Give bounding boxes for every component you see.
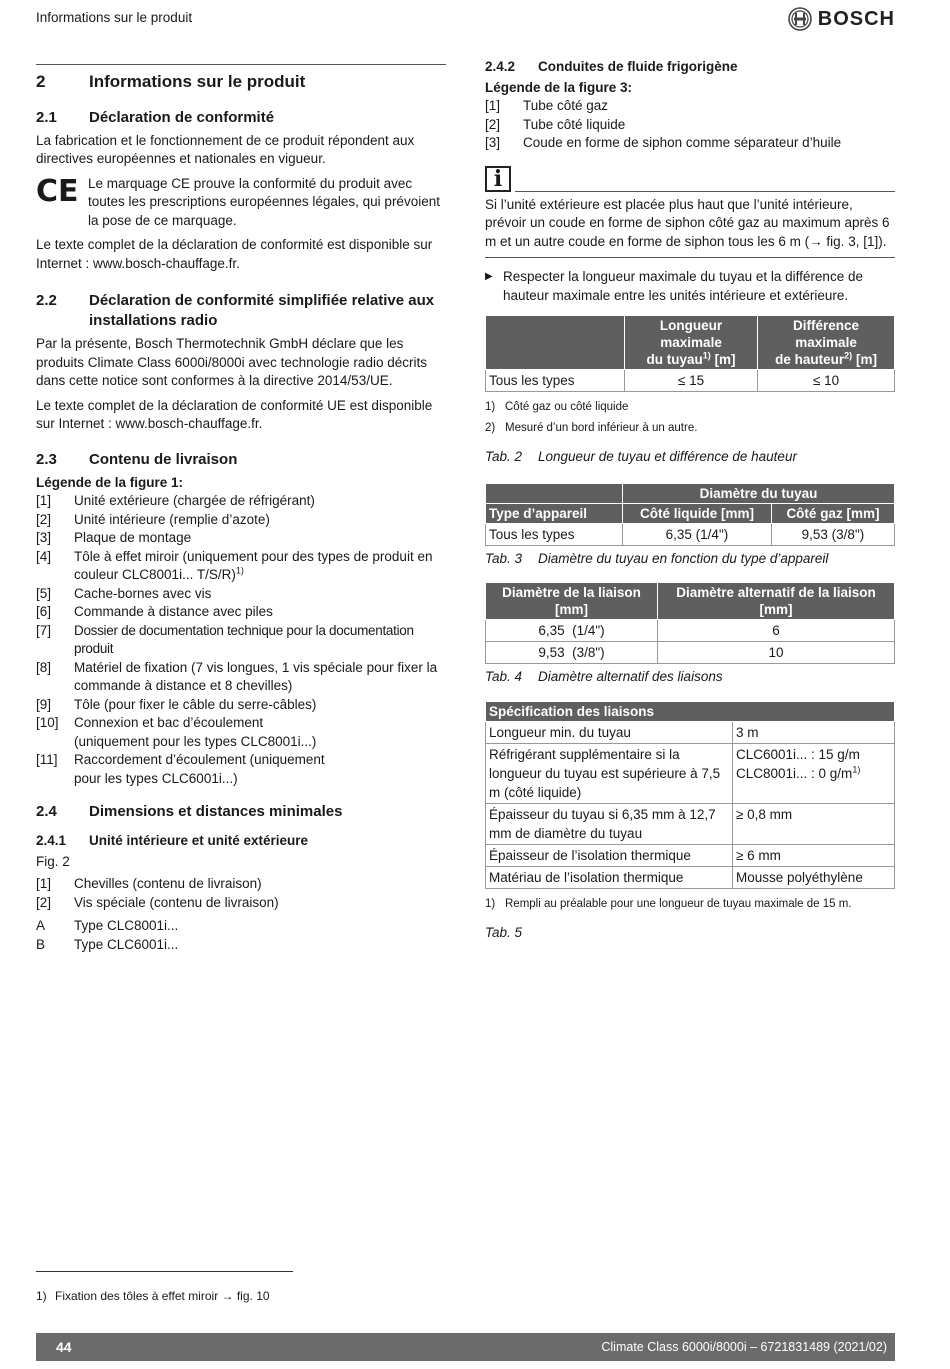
list-item: B Type CLC6001i...	[36, 936, 179, 952]
section-2-2-heading: 2.2 Déclaration de conformité simplifiée relative aux installations radio	[36, 292, 435, 329]
table-note: 2) Mesuré d’un bord inférieur à un autre.	[485, 422, 698, 434]
column-header: Type d’appareil	[486, 503, 623, 523]
info-icon: i	[485, 166, 511, 192]
table-row: Tous les types ≤ 15 ≤ 10	[486, 370, 895, 392]
bosch-logo	[788, 7, 895, 31]
figure-2-types	[36, 917, 446, 954]
column-header: Côté liquide [mm]	[623, 503, 772, 523]
figure-3-legend-title: Légende de la figure 3:	[485, 79, 633, 95]
info-hint-text: Si l’unité extérieure est placée plus haut que l’unité intérieure, prévoir un coude en forme de siphon côté gaz au maximum après 6 m et un autre coude en forme de siphon tous les 6 m (→ fig. 3, [1]).	[485, 192, 895, 259]
page-footnote: 1) Fixation des tôles à effet miroir → fig. 10	[36, 1289, 270, 1303]
section-2-1-heading: 2.1 Déclaration de conformité	[36, 108, 275, 126]
column-header: Longueur maximale du tuyau$^{1)}$ [m]	[625, 316, 758, 370]
list-item: [2] Tube côté liquide	[485, 116, 626, 132]
column-header: Côté gaz [mm]	[771, 503, 894, 523]
list-item: [9] Tôle (pour fixer le câble du serre-câbles)	[36, 696, 317, 712]
table-row: Matériau de l’isolation thermique Mousse polyéthylène	[486, 866, 895, 888]
table-row: Épaisseur du tuyau si 6,35 mm à 12,7 mm de diamètre du tuyau ≥ 0,8 mm	[486, 803, 895, 844]
list-item: [4] Tôle à effet miroir (uniquement pour des types de produit en couleur CLC8001i... T/S/R)$^{1)}$	[36, 548, 433, 582]
bosch-armature-icon	[788, 7, 812, 31]
list-item: [8] Matériel de fixation (7 vis longues, 1 vis spéciale pour fixer la commande à distance et 8 chevilles)	[36, 659, 438, 693]
list-item: [2] Vis spéciale (contenu de livraison)	[36, 894, 279, 910]
list-item: A Type CLC8001i...	[36, 918, 179, 933]
table-caption: Tab. 4 Diamètre alternatif des liaisons	[485, 669, 723, 684]
running-header: Informations sur le produit	[36, 10, 193, 25]
brand-name: BOSCH	[817, 7, 895, 30]
list-item: [10] Connexion et bac d’écoulement (uniquement pour les types CLC8001i...)	[36, 715, 317, 749]
table-3	[485, 483, 895, 546]
table-caption: Tab. 5	[485, 924, 523, 940]
section-2-4-2-heading: 2.4.2 Conduites de fluide frigorigène	[485, 59, 738, 74]
ce-block	[36, 175, 446, 231]
right-column	[485, 58, 895, 942]
column-header: Diamètre alternatif de la liaison [mm]	[658, 583, 895, 620]
page-number: 44	[56, 1338, 72, 1355]
table-row: 6,35 (1/4") 6	[486, 620, 895, 642]
section-2-4-1-heading: 2.4.1 Unité intérieure et unité extérieure	[36, 833, 309, 848]
table-header: Spécification des liaisons	[486, 701, 895, 721]
ce-text: Le marquage CE prouve la conformité du produit avec toutes les prescriptions européennes légales, qui prévoient la pose de ce marquage.	[88, 175, 440, 228]
footnote-ref: 1)	[235, 565, 244, 576]
info-divider	[515, 165, 895, 192]
table-row: 9,53 (3/8") 10	[486, 642, 895, 664]
figure-3-legend	[485, 97, 895, 153]
table-note: 1) Rempli au préalable pour une longueur de tuyau maximale de 15 m.	[485, 897, 852, 910]
conformity-text: La fabrication et le fonctionnement de ce produit répondent aux directives européennes et nationales en vigueur.	[36, 132, 415, 166]
list-item: [3] Coude en forme de siphon comme séparateur d’huile	[485, 135, 842, 150]
list-item: [1] Chevilles (contenu de livraison)	[36, 876, 262, 891]
list-item: [1] Tube côté gaz	[485, 98, 609, 113]
arrow-bullet-icon: ▶	[485, 271, 493, 282]
list-item: [2] Unité intérieure (remplie d’azote)	[36, 511, 270, 527]
radio-conformity-text: Par la présente, Bosch Thermotechnik GmbH déclare que les produits Climate Class 6000i/8000i avec technologie radio décrits dans cette notice sont conformes à la directive 2014/53/UE.	[36, 336, 427, 388]
column-header: Diamètre de la liaison [mm]	[486, 583, 658, 620]
left-column	[36, 64, 446, 954]
table-caption: Tab. 2 Longueur de tuyau et différence de hauteur	[485, 449, 797, 464]
table-4	[485, 582, 895, 664]
table-caption: Tab. 3 Diamètre du tuyau en fonction du type d’appareil	[485, 550, 829, 566]
table-2	[485, 315, 895, 392]
figure-2-legend	[36, 875, 446, 912]
table-5	[485, 701, 895, 889]
info-box-header	[485, 165, 895, 192]
figure-1-legend-title: Légende de la figure 1:	[36, 474, 184, 490]
radio-conformity-link-text: Le texte complet de la déclaration de conformité UE est disponible sur Internet : www.bosch-chauffage.fr.	[36, 397, 433, 431]
ce-mark-icon: CE	[36, 173, 79, 209]
table-row: Épaisseur de l’isolation thermique ≥ 6 mm	[486, 844, 895, 866]
delivery-list	[36, 492, 446, 788]
table-row: Tous les types 6,35 (1/4") 9,53 (3/8")	[486, 523, 895, 545]
table-row: Longueur min. du tuyau 3 m	[486, 721, 895, 743]
instruction-bullet: ▶ Respecter la longueur maximale du tuyau et la différence de hauteur maximale entre les unités intérieure et extérieure.	[485, 268, 895, 305]
list-item: [11] Raccordement d’écoulement (uniquement pour les types CLC6001i...)	[36, 752, 325, 786]
document-reference: Climate Class 6000i/8000i – 6721831489 (2021/02)	[601, 1339, 887, 1354]
conformity-link-text: Le texte complet de la déclaration de conformité est disponible sur Internet : www.bosch-chauffage.fr.	[36, 237, 433, 271]
list-item: [7] Dossier de documentation technique pour la documentation produit	[36, 622, 414, 656]
section-2-4-heading: 2.4 Dimensions et distances minimales	[36, 803, 343, 820]
list-item: [6] Commande à distance avec piles	[36, 604, 273, 619]
column-header: Différence maximale de hauteur$^{2)}$ [m]	[758, 316, 895, 370]
figure-2-ref: Fig. 2	[36, 853, 70, 869]
list-item: [1] Unité extérieure (chargée de réfrigérant)	[36, 493, 315, 508]
footnote-divider	[36, 1271, 293, 1272]
table-row: Réfrigérant supplémentaire si la longueur du tuyau est supérieure à 7,5 m (côté liquide) CLC6001i... : 15 g/m CLC8001i... : 0 $g/m^{1)}$	[486, 743, 895, 803]
list-item: [5] Cache-bornes avec vis	[36, 585, 212, 601]
group-header: Diamètre du tuyau	[623, 483, 895, 503]
list-item: [3] Plaque de montage	[36, 530, 192, 545]
section-2-3-heading: 2.3 Contenu de livraison	[36, 450, 238, 468]
section-2-heading: 2 Informations sur le produit	[36, 72, 306, 91]
page-footer	[36, 1333, 895, 1361]
table-note: 1) Côté gaz ou côté liquide	[485, 401, 629, 413]
